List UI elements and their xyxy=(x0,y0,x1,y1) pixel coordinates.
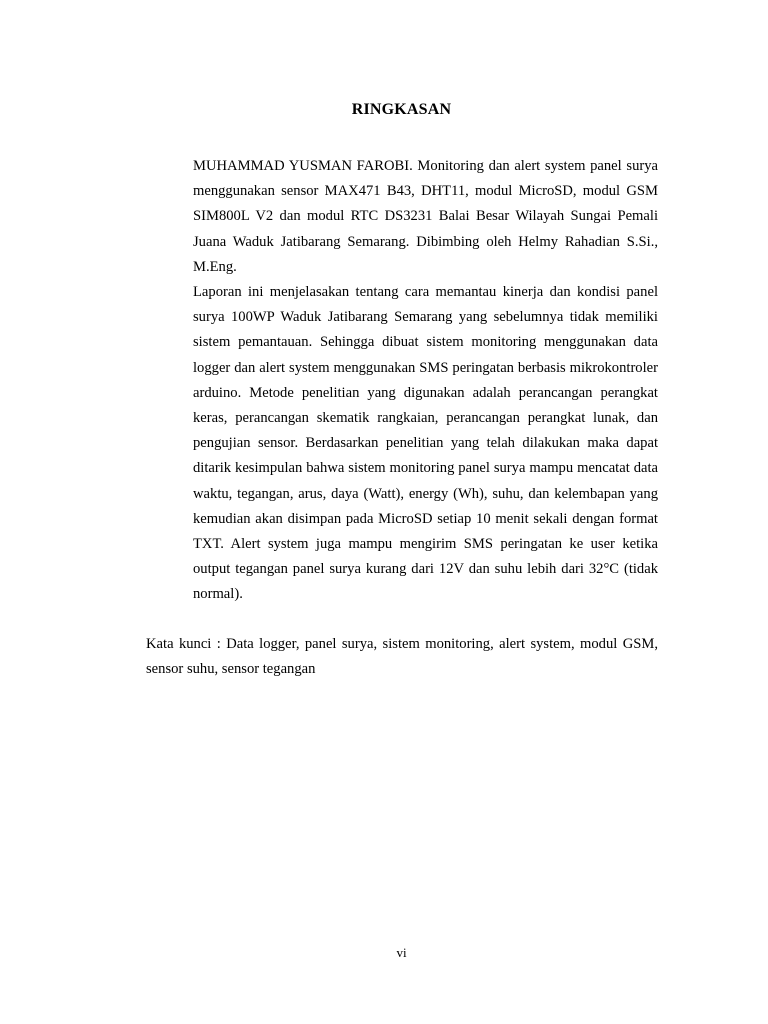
page-title: RINGKASAN xyxy=(351,101,452,118)
page-number: vi xyxy=(396,945,407,960)
keywords-paragraph: Kata kunci : Data logger, panel surya, sistem monitoring, alert system, modul GSM, sensor suhu, sensor tegangan xyxy=(146,636,658,678)
summary-paragraph: MUHAMMAD YUSMAN FAROBI. Monitoring dan alert system panel surya menggunakan sensor MAX471 B43, DHT11, modul MicroSD, modul GSM SIM800L V2 dan modul RTC DS3231 Balai Besar Wilayah Sungai Pemali Juana Waduk Jatibarang Semarang. Dibimbing oleh Helmy Rahadian S.Si., M.Eng. xyxy=(193,158,658,275)
abstract-paragraph: Laporan ini menjelasakan tentang cara memantau kinerja dan kondisi panel surya 100WP Waduk Jatibarang Semarang yang sebelumnya tidak memiliki sistem pemantauan. Sehingga dibuat sistem monitoring menggunakan data logger dan alert system menggunakan SMS peringatan berbasis mikrokontroler arduino. Metode penelitian yang digunakan adalah perancangan perangkat keras, perancangan skematik rangkaian, perancangan perangkat lunak, dan pengujian sensor. Berdasarkan penelitian yang telah dilakukan maka dapat ditarik kesimpulan bahwa sistem monitoring panel surya mampu mencatat data waktu, tegangan, arus, daya (Watt), energy (Wh), suhu, dan kelembapan yang kemudian akan disimpan pada MicroSD setiap 10 menit sekali dengan format TXT. Alert system juga mampu mengirim SMS peringatan ke user ketika output tegangan panel surya kurang dari 12V dan suhu lebih dari 32°C (tidak normal). xyxy=(193,284,658,603)
